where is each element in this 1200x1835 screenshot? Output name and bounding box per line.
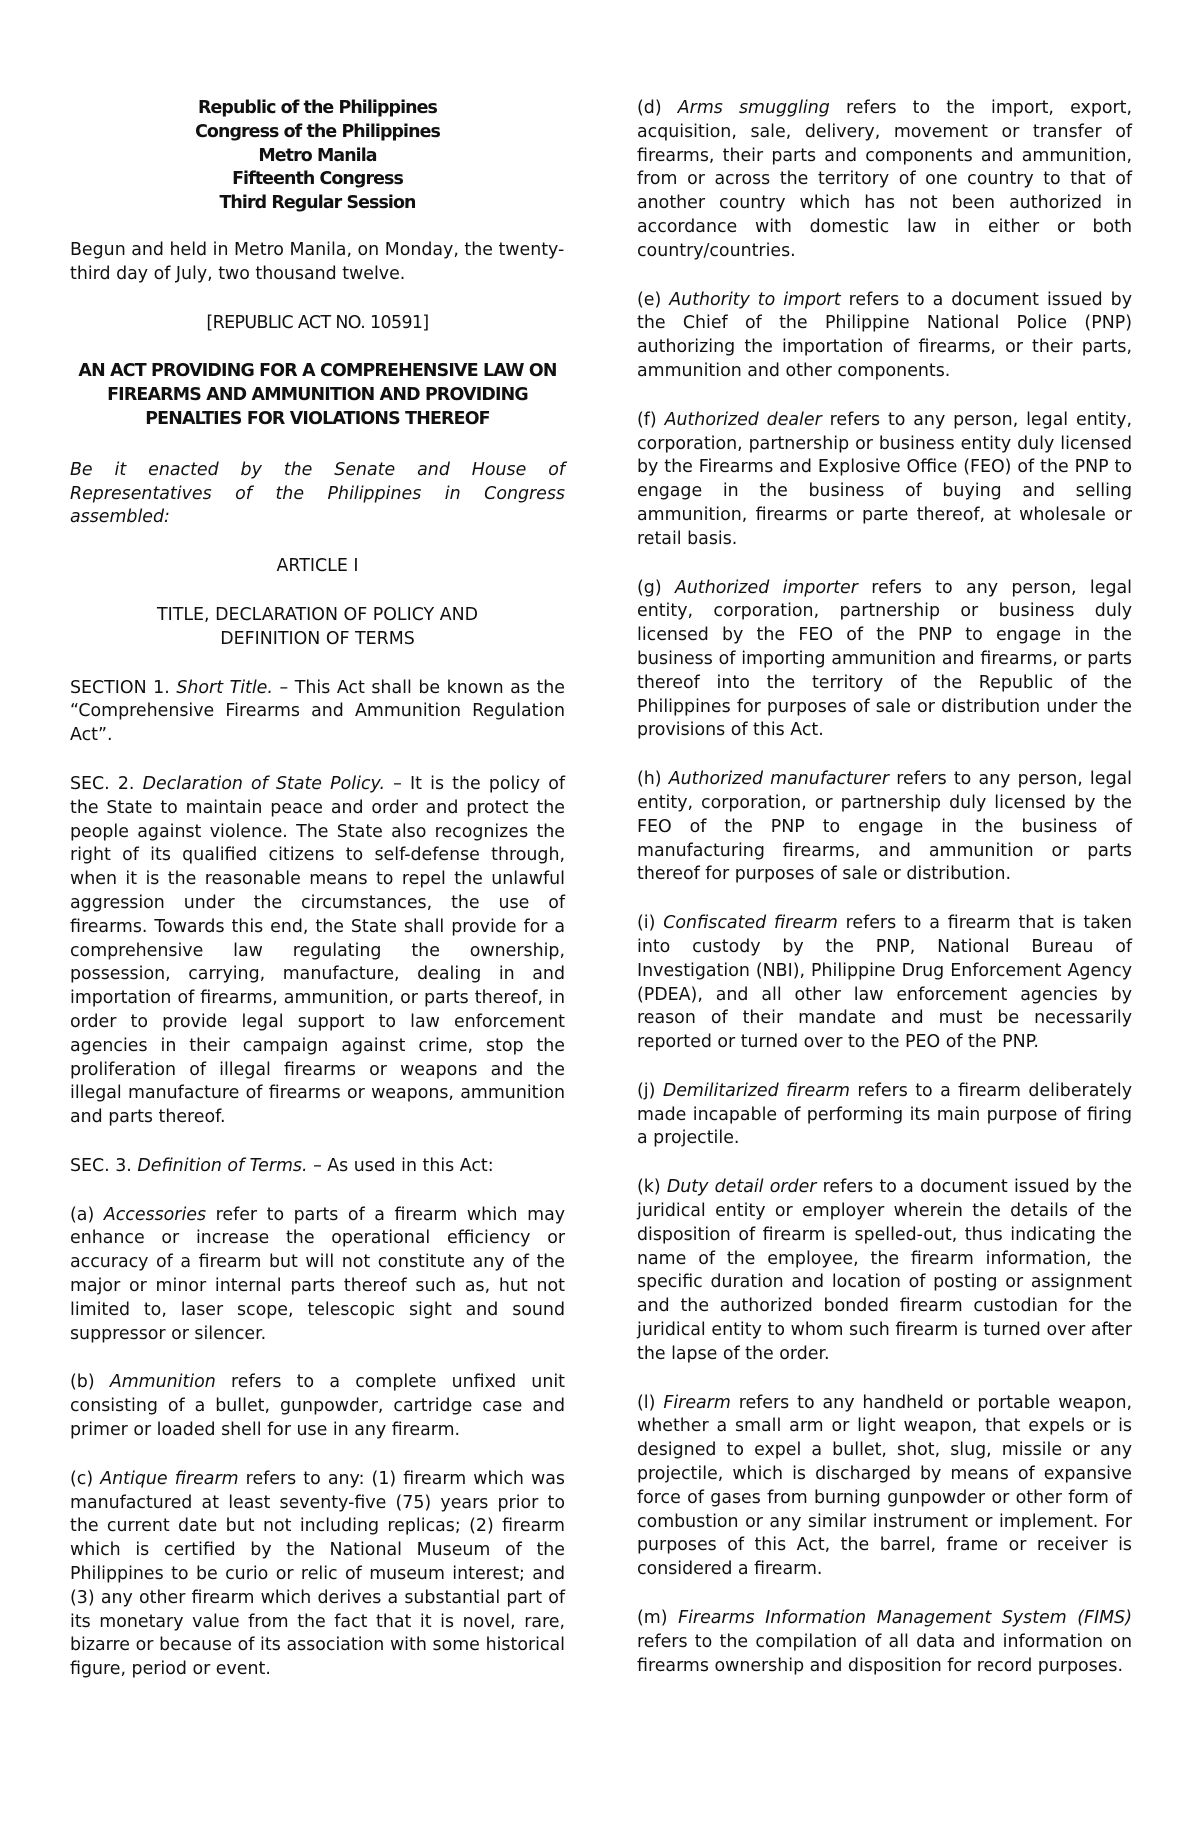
definition-term: Arms smuggling — [677, 98, 830, 118]
section-1-text: – This Act shall be known as the “Comprehensive Firearms and Ammunition Regulation Act”. — [70, 677, 565, 746]
definition-text: refers to a firearm deliberately made incapable of performing its main purpose of firing a projectile. — [637, 1080, 1132, 1149]
definition-letter: (d) — [637, 98, 662, 118]
definition-k — [637, 1176, 1132, 1366]
definition-h — [637, 768, 1132, 887]
definition-letter: (c) — [70, 1468, 94, 1489]
definition-letter: (a) — [70, 1204, 95, 1225]
section-1 — [70, 677, 565, 748]
definition-m — [637, 1607, 1132, 1678]
definition-term: Antique firearm — [100, 1468, 239, 1489]
definition-term: Duty detail order — [666, 1177, 817, 1198]
definition-i — [637, 912, 1132, 1055]
definition-letter: (l) — [637, 1392, 656, 1413]
section-1-label: SECTION 1. — [70, 677, 170, 698]
definition-text: refers to any person, legal entity, corporation, or partnership duly licensed by the FEO of the PNP to engage in the business of manufacturing firearms, and ammunition or parts thereof for purposes of sale or distribution. — [637, 769, 1132, 885]
definition-g — [637, 577, 1132, 744]
enacting-clause: Be it enacted by the Senate and House of Representatives of the Philippines in Congress assembled: — [70, 459, 565, 528]
definition-j — [637, 1080, 1132, 1151]
section-2-label: SEC. 2. — [70, 773, 135, 794]
definition-text: refer to parts of a firearm which may enhance or increase the operational efficiency or accuracy of a firearm but will not constitute any of the major or minor internal parts thereof such as, hut not limited to, laser scope, telescopic sight and sound suppressor or silencer. — [70, 1204, 566, 1344]
right-column — [637, 97, 1132, 1703]
definition-b — [70, 1371, 565, 1442]
definition-term: Authority to import — [669, 289, 841, 310]
article-number: ARTICLE I — [276, 556, 359, 577]
begun-statement: Begun and held in Metro Manila, on Monday, the twenty-third day of July, two thousand twelve. — [70, 239, 565, 284]
definition-letter: (e) — [637, 289, 662, 310]
definition-term: Demilitarized firearm — [662, 1080, 850, 1101]
section-1-heading: Short Title. — [176, 677, 273, 698]
act-title: AN ACT PROVIDING FOR A COMPREHENSIVE LAW ON FIREARMS AND AMMUNITION AND PROVIDING PENALTIES FOR VIOLATIONS THEREOF — [78, 361, 557, 429]
section-2 — [70, 773, 565, 1130]
definition-text: refers to any: (1) firearm which was manufactured at least seventy-five (75) years prior to the current date but not including replicas; (2) firearm which is certified by the National Museum of the Philippines to be curio or relic of museum interest; and (3) any other firearm which derives a substantial part of its monetary value from the fact that it is novel, rare, bizarre or because of its association with some historical figure, period or event. — [70, 1468, 565, 1680]
section-2-text: – It is the policy of the State to maintain peace and order and protect the people against violence. The State also recognizes the right of its qualified citizens to self-defense through, when it is the reasonable means to repel the unlawful aggression under the circumstances, the use of firearms. Towards this end, the State shall provide for a comprehensive law regulating the ownership, possession, carrying, manufacture, dealing in and importation of firearms, ammunition, or parts thereof, in order to provide legal support to law enforcement agencies in their campaign against crime, stop the proliferation of illegal firearms or weapons and the illegal manufacture of firearms or weapons, ammunition and parts thereof. — [70, 773, 565, 1128]
definition-c — [70, 1468, 565, 1682]
document-header — [70, 97, 565, 216]
definition-text: refers to the import, export, acquisition, sale, delivery, movement or transfer of firearms, their parts and components and ammunition, from or across the territory of one country to that of another country which has not been authorized in accordance with domestic law in either or both country/countries. — [637, 98, 1132, 261]
definition-letter: (j) — [637, 1080, 656, 1101]
definition-term: Authorized importer — [675, 577, 858, 598]
definition-term: Firearm — [663, 1392, 731, 1413]
definition-letter: (m) — [637, 1608, 668, 1629]
header-congress: Congress of the Philippines — [195, 121, 440, 142]
definition-letter: (g) — [637, 577, 662, 598]
definition-l — [637, 1392, 1132, 1582]
definition-text: refers to the compilation of all data and information on firearms ownership and disposition for record purposes. — [637, 1631, 1132, 1676]
definition-term: Ammunition — [109, 1372, 216, 1393]
definition-text: refers to a document issued by the juridical entity or employer wherein the details of the disposition of firearm is spelled-out, thus indicating the name of the employee, the firearm information, the specific duration and location of posting or assignment and the authorized bonded firearm custodian for the juridical entity to whom such firearm is turned over after the lapse of the order. — [637, 1177, 1132, 1364]
section-3-heading: Definition of Terms. — [137, 1155, 308, 1176]
definition-term: Authorized dealer — [664, 409, 822, 430]
definition-text: refers to a complete unfixed unit consisting of a bullet, gunpowder, cartridge case and primer or loaded shell for use in any firearm. — [70, 1372, 566, 1441]
article-title: TITLE, DECLARATION OF POLICY AND DEFINITION OF TERMS — [156, 604, 478, 649]
definition-text: refers to any handheld or portable weapon, whether a small arm or light weapon, that expels or is designed to expel a bullet, shot, slug, missile or any projectile, which is discharged by means of expansive force of gases from burning gunpowder or other form of combustion or any similar instrument or implement. For purposes of this Act, the barrel, frame or receiver is considered a firearm. — [637, 1392, 1133, 1580]
section-3-text: – As used in this Act: — [313, 1155, 494, 1176]
definition-letter: (k) — [637, 1177, 661, 1198]
definition-f — [637, 409, 1132, 552]
definition-text: refers to a firearm that is taken into custody by the PNP, National Bureau of Investigation (NBI), Philippine Drug Enforcement Agency (PDEA), and all other law enforcement agencies by reason of their mandate and must be necessarily reported or turned over to the PEO of the PNP. — [637, 913, 1132, 1053]
header-republic: Republic of the Philippines — [198, 98, 437, 118]
definition-term: Accessories — [103, 1204, 207, 1225]
section-3 — [70, 1155, 565, 1179]
definition-term: Authorized manufacturer — [668, 769, 890, 790]
header-session: Third Regular Session — [219, 193, 416, 214]
header-congress-number: Fifteenth Congress — [232, 169, 403, 190]
definition-d — [637, 97, 1132, 264]
definition-text: refers to a document issued by the Chief of the Philippine National Police (PNP) authorizing the importation of firearms, or their parts, ammunition and other components. — [637, 289, 1132, 381]
definition-letter: (i) — [637, 913, 656, 934]
definition-a — [70, 1204, 565, 1347]
definition-term: Confiscated firearm — [663, 913, 838, 934]
definition-text: refers to any person, legal entity, corporation, partnership or business entity duly licensed by the Firearms and Explosive Office (FEO) of the PNP to engage in the business of buying and selling ammunition, firearms or parte thereof, at wholesale or retail basis. — [637, 409, 1133, 549]
definition-letter: (f) — [637, 409, 657, 430]
header-city: Metro Manila — [258, 145, 377, 166]
section-3-label: SEC. 3. — [70, 1155, 132, 1176]
act-number: [REPUBLIC ACT NO. 10591] — [206, 312, 429, 333]
definition-letter: (h) — [637, 769, 662, 790]
definition-text: refers to any person, legal entity, corporation, partnership or business duly licensed by the FEO of the PNP to engage in the business of importing ammunition and firearms, or parts thereof into the territory of the Republic of the Philippines for purposes of sale or distribution under the provisions of this Act. — [637, 577, 1132, 741]
definition-e — [637, 289, 1132, 384]
definition-letter: (b) — [70, 1372, 95, 1393]
left-column — [70, 97, 565, 1707]
definition-term: Firearms Information Management System (FIMS) — [678, 1608, 1132, 1629]
section-2-heading: Declaration of State Policy. — [142, 773, 385, 794]
